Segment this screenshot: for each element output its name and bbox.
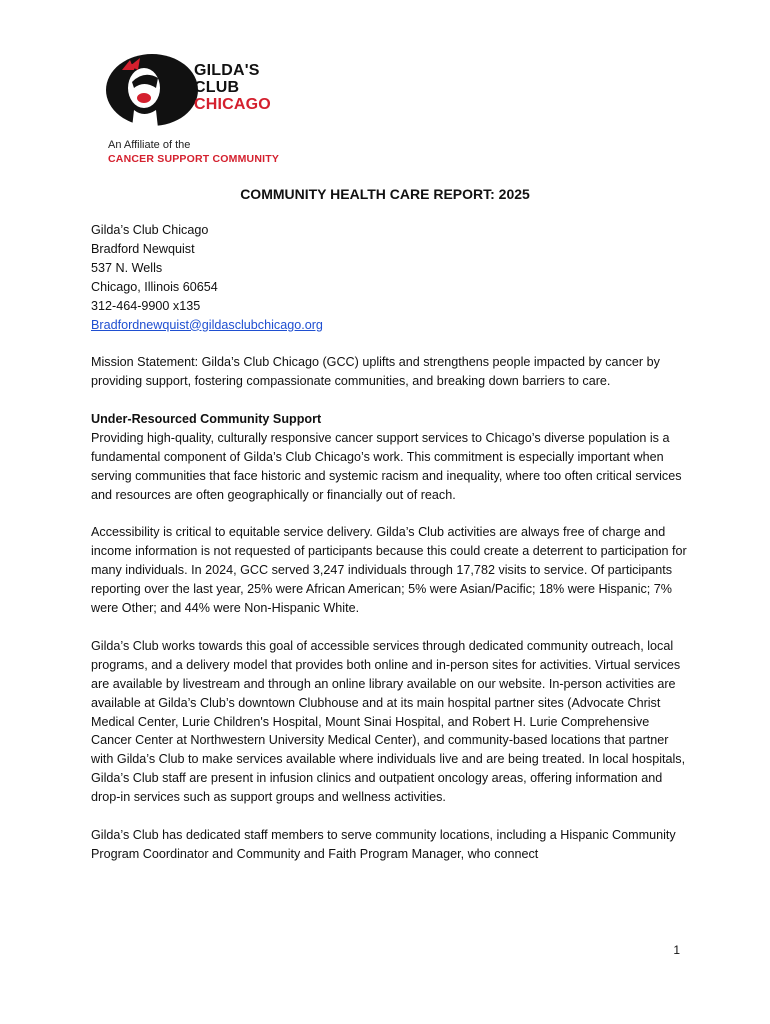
section-heading: Under-Resourced Community Support [91, 412, 322, 427]
logo-text-line-1: GILDA'S [194, 62, 260, 79]
report-title: COMMUNITY HEALTH CARE REPORT: 2025 [240, 186, 530, 202]
logo-text-line-2: CLUB [194, 79, 240, 96]
contact-city: Chicago, Illinois 60654 [91, 279, 218, 294]
logo-text-line-3: CHICAGO [194, 96, 271, 113]
contact-phone: 312-464-9900 x135 [91, 298, 201, 313]
gilda-portrait-icon [104, 48, 204, 138]
contact-name: Bradford Newquist [91, 241, 195, 256]
paragraph-2: Accessibility is critical to equitable service delivery. Gilda’s Club activities are always free of charge and income information is not requested of participants because this could create a deterrent to participation for many individuals. In 2024, GCC served 3,247 individuals through 17,782 visits to service. Of participants reporting over the last year, 25% were African American; 5% were Asian/Pacific; 18% were Hispanic; 7% were Other; and 44% were Non-Hispanic White. [91, 525, 687, 616]
document-body [91, 221, 691, 883]
contact-email-line [91, 316, 691, 335]
affiliate-prefix: An Affiliate of the [108, 139, 191, 151]
contact-block [91, 221, 691, 334]
affiliate-line [108, 138, 279, 166]
contact-email-link[interactable]: Bradfordnewquist@gildasclubchicago.org [91, 317, 323, 332]
mission-statement: Mission Statement: Gilda’s Club Chicago (GCC) uplifts and strengthens people impacted by cancer by providing support, fostering compassionate communities, and breaking down barriers to care. [91, 355, 660, 389]
contact-org: Gilda’s Club Chicago [91, 223, 209, 237]
page-number: 1 [673, 943, 680, 957]
contact-street: 537 N. Wells [91, 260, 163, 275]
paragraph-1: Providing high-quality, culturally responsive cancer support services to Chicago’s diverse population is a fundamental component of Gilda’s Club Chicago’s work. This commitment is especially important when serving communities that face historic and systemic racism and inequality, where too often critical services and resources are often geographically or financially out of reach. [91, 430, 682, 502]
paragraph-3: Gilda’s Club works towards this goal of accessible services through dedicated community outreach, local programs, and a delivery model that provides both online and in-person sites for activities. Virtual services are available by livestream and through an online library available on our website. In-person activities are available at Gilda’s Club’s downtown Clubhouse and at its main hospital partner sites (Advocate Christ Medical Center, Lurie Children's Hospital, Mount Sinai Hospital, and Robert H. Lurie Comprehensive Cancer Center at Northwestern University Medical Center), and community-based locations that partner with Gilda’s Club to make services available where individuals live and are being treated. In local hospitals, Gilda’s Club staff are present in infusion clinics and outpatient oncology areas, offering information and drop-in services such as support groups and wellness activities. [91, 638, 686, 805]
paragraph-4: Gilda’s Club has dedicated staff members to serve community locations, including a Hispanic Community Program Coordinator and Community and Faith Program Manager, who connect [91, 827, 676, 861]
affiliate-org: CANCER SUPPORT COMMUNITY [108, 153, 280, 165]
